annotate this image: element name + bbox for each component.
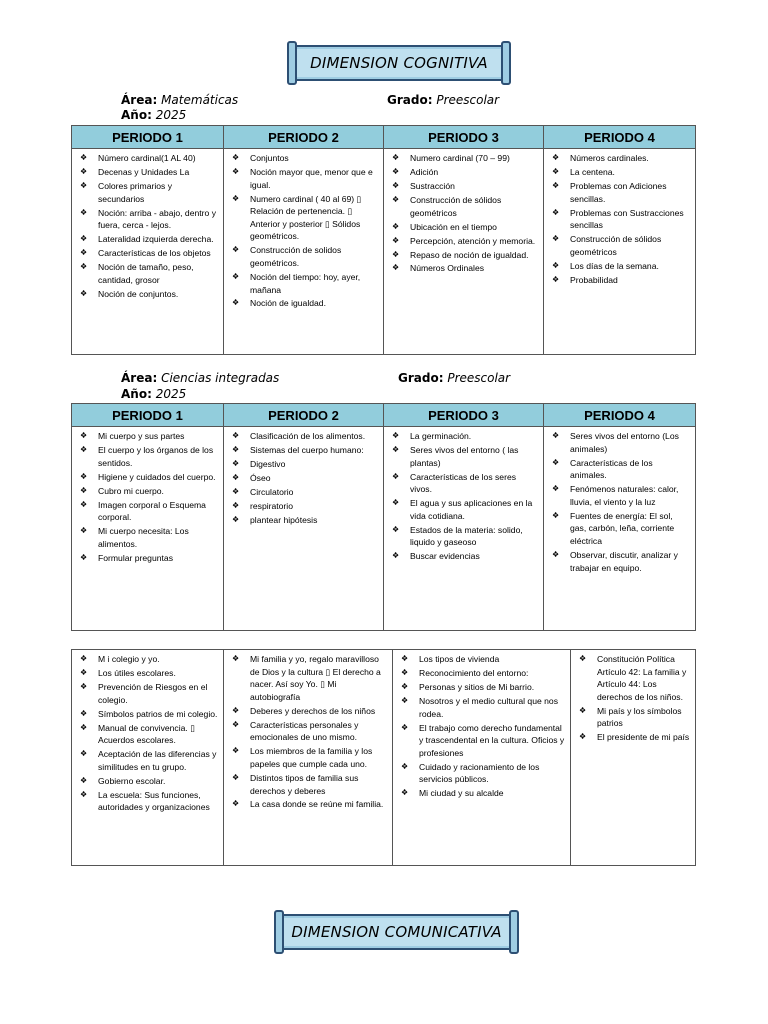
cell-periodo-1 (72, 650, 224, 866)
list-item: ❖ Óseo (232, 472, 379, 485)
table-row (72, 427, 696, 631)
section1-area (121, 93, 238, 107)
grado-value: Preescolar (436, 93, 500, 107)
list-item: ❖ La casa donde se reúne mi familia. (232, 798, 388, 811)
list-item: ❖ El cuerpo y los órganos de los sentidos. (80, 444, 219, 469)
list-item: ❖ Mi ciudad y su alcalde (401, 787, 566, 800)
anio-label: Año: (121, 387, 152, 401)
list-item: ❖ Estados de la materia: solido, liquido y gaseoso (392, 524, 539, 549)
list-item: ❖ Circulatorio (232, 486, 379, 499)
banner-title: DIMENSION COMUNICATIVA (291, 923, 502, 941)
list-item: ❖ Los miembros de la familia y los papeles que cumple cada uno. (232, 745, 388, 770)
list-item: ❖ Noción de tamaño, peso, cantidad, grosor (80, 261, 219, 286)
topic-list (80, 430, 219, 564)
list-item: ❖ Personas y sitios de Mi barrio. (401, 681, 566, 694)
list-item: ❖ Características de los animales. (552, 457, 691, 482)
list-item: ❖ Reconocimiento del entorno: (401, 667, 566, 680)
list-item: ❖ Noción del tiempo: hoy, ayer, mañana (232, 271, 379, 296)
list-item: ❖ Números cardinales. (552, 152, 691, 165)
list-item: ❖ Los días de la semana. (552, 260, 691, 273)
list-item: ❖ Clasificación de los alimentos. (232, 430, 379, 443)
banner-dimension-cognitiva (291, 45, 507, 81)
list-item: ❖ Conjuntos (232, 152, 379, 165)
list-item: ❖ Imagen corporal o Esquema corporal. (80, 499, 219, 524)
list-item: ❖ Nosotros y el medio cultural que nos rodea. (401, 695, 566, 720)
section2-anio (121, 387, 186, 401)
list-item: ❖ El trabajo como derecho fundamental y trascendental en la cultura. Oficios y profesiones (401, 722, 566, 760)
ciencias-table (71, 403, 696, 631)
table-header-row (72, 126, 696, 149)
header-periodo-1: PERIODO 1 (72, 404, 224, 427)
topic-list (80, 152, 219, 300)
cell-periodo-2 (224, 650, 393, 866)
list-item: ❖ M i colegio y yo. (80, 653, 219, 666)
list-item: ❖ Sistemas del cuerpo humano: (232, 444, 379, 457)
header-periodo-4: PERIODO 4 (544, 126, 696, 149)
list-item: ❖ Noción de conjuntos. (80, 288, 219, 301)
anio-label: Año: (121, 108, 152, 122)
list-item: ❖ plantear hipótesis (232, 514, 379, 527)
section1-anio (121, 108, 186, 122)
topic-list (552, 152, 691, 286)
list-item: ❖ Construcción de solidos geométricos. (232, 244, 379, 269)
list-item: ❖ Numero cardinal (70 – 99) (392, 152, 539, 165)
list-item: ❖ Numero cardinal ( 40 al 69) ▯ Relación de pertenencia. ▯ Anterior y posterior ▯ Sólidos geométricos. (232, 193, 379, 243)
list-item: ❖ Los útiles escolares. (80, 667, 219, 680)
list-item: ❖ Número cardinal(1 AL 40) (80, 152, 219, 165)
list-item: ❖ Cubro mi cuerpo. (80, 485, 219, 498)
topic-list (232, 152, 379, 310)
list-item: ❖ Observar, discutir, analizar y trabajar en equipo. (552, 549, 691, 574)
cell-periodo-1 (72, 427, 224, 631)
list-item: ❖ Construcción de sólidos geométricos (392, 194, 539, 219)
list-item: ❖ Distintos tipos de familia sus derechos y deberes (232, 772, 388, 797)
list-item: ❖ Mi país y los símbolos patrios (579, 705, 691, 730)
list-item: ❖ La germinación. (392, 430, 539, 443)
anio-value: 2025 (155, 108, 187, 122)
list-item: ❖ Probabilidad (552, 274, 691, 287)
banner-dimension-comunicativa (278, 914, 515, 950)
topic-list (392, 430, 539, 563)
list-item: ❖ Colores primarios y secundarios (80, 180, 219, 205)
table-header-row (72, 404, 696, 427)
cell-periodo-4 (544, 149, 696, 355)
cell-periodo-1 (72, 149, 224, 355)
section2-area (121, 371, 279, 385)
header-periodo-3: PERIODO 3 (384, 404, 544, 427)
list-item: ❖ Características de los seres vivos. (392, 471, 539, 496)
list-item: ❖ Gobierno escolar. (80, 775, 219, 788)
grado-label: Grado: (387, 93, 433, 107)
list-item: ❖ Prevención de Riesgos en el colegio. (80, 681, 219, 706)
cell-periodo-2 (224, 427, 384, 631)
topic-list (232, 653, 388, 811)
cell-periodo-4 (571, 650, 696, 866)
list-item: ❖ Manual de convivencia. ▯ Acuerdos escolares. (80, 722, 219, 747)
list-item: ❖ Lateralidad izquierda derecha. (80, 233, 219, 246)
list-item: ❖ Mi familia y yo, regalo maravilloso de Dios y la cultura ▯ El derecho a nacer. Así soy Yo. ▯ Mi autobiografía (232, 653, 388, 703)
list-item: ❖ Adición (392, 166, 539, 179)
topic-list (80, 653, 219, 814)
list-item: ❖ Ubicación en el tiempo (392, 221, 539, 234)
list-item: ❖ Números Ordinales (392, 262, 539, 275)
list-item: ❖ Seres vivos del entorno (Los animales) (552, 430, 691, 455)
list-item: ❖ Aceptación de las diferencias y similitudes en tu grupo. (80, 748, 219, 773)
topic-list (579, 653, 691, 744)
list-item: ❖ Deberes y derechos de los niños (232, 705, 388, 718)
list-item: ❖ Repaso de noción de igualdad. (392, 249, 539, 262)
header-periodo-3: PERIODO 3 (384, 126, 544, 149)
area-value: Ciencias integradas (161, 371, 280, 385)
anio-value: 2025 (155, 387, 187, 401)
table-row (72, 650, 696, 866)
list-item: ❖ La escuela: Sus funciones, autoridades y organizaciones (80, 789, 219, 814)
topic-list (392, 152, 539, 275)
table-row (72, 149, 696, 355)
list-item: ❖ El agua y sus aplicaciones en la vida cotidiana. (392, 497, 539, 522)
list-item: ❖ Seres vivos del entorno ( las plantas) (392, 444, 539, 469)
header-periodo-2: PERIODO 2 (224, 404, 384, 427)
topic-list (232, 430, 379, 527)
sociales-table (71, 649, 696, 866)
topic-list (401, 653, 566, 800)
list-item: ❖ Constitución Política Artículo 42: La familia y Artículo 44: Los derechos de los niños. (579, 653, 691, 703)
cell-periodo-4 (544, 427, 696, 631)
list-item: ❖ Fuentes de energía: El sol, gas, carbón, leña, corriente eléctrica (552, 510, 691, 548)
cell-periodo-3 (393, 650, 571, 866)
list-item: ❖ Buscar evidencias (392, 550, 539, 563)
list-item: ❖ Noción mayor que, menor que e igual. (232, 166, 379, 191)
header-periodo-1: PERIODO 1 (72, 126, 224, 149)
list-item: ❖ respiratorio (232, 500, 379, 513)
topic-list (552, 430, 691, 574)
list-item: ❖ Mi cuerpo y sus partes (80, 430, 219, 443)
cell-periodo-3 (384, 149, 544, 355)
list-item: ❖ Percepción, atención y memoria. (392, 235, 539, 248)
list-item: ❖ El presidente de mi país (579, 731, 691, 744)
list-item: ❖ Cuidado y racionamiento de los servicios públicos. (401, 761, 566, 786)
list-item: ❖ Características personales y emocionales de uno mismo. (232, 719, 388, 744)
banner-title: DIMENSION COGNITIVA (310, 54, 488, 72)
list-item: ❖ Los tipos de vivienda (401, 653, 566, 666)
list-item: ❖ Sustracción (392, 180, 539, 193)
list-item: ❖ Construcción de sólidos geométricos (552, 233, 691, 258)
area-label: Área: (121, 93, 158, 107)
list-item: ❖ Mi cuerpo necesita: Los alimentos. (80, 525, 219, 550)
section2-grado (398, 371, 510, 385)
list-item: ❖ Características de los objetos (80, 247, 219, 260)
list-item: ❖ Noción de igualdad. (232, 297, 379, 310)
cell-periodo-3 (384, 427, 544, 631)
matematicas-table (71, 125, 696, 355)
area-value: Matemáticas (161, 93, 239, 107)
list-item: ❖ Decenas y Unidades La (80, 166, 219, 179)
list-item: ❖ Problemas con Sustracciones sencillas (552, 207, 691, 232)
list-item: ❖ Higiene y cuidados del cuerpo. (80, 471, 219, 484)
list-item: ❖ Digestivo (232, 458, 379, 471)
list-item: ❖ Fenómenos naturales: calor, lluvia, el viento y la luz (552, 483, 691, 508)
list-item: ❖ Símbolos patrios de mi colegio. (80, 708, 219, 721)
area-label: Área: (121, 371, 158, 385)
list-item: ❖ Noción: arriba - abajo, dentro y fuera, cerca - lejos. (80, 207, 219, 232)
section1-grado (387, 93, 499, 107)
grado-value: Preescolar (447, 371, 511, 385)
list-item: ❖ Problemas con Adiciones sencillas. (552, 180, 691, 205)
cell-periodo-2 (224, 149, 384, 355)
header-periodo-4: PERIODO 4 (544, 404, 696, 427)
list-item: ❖ Formular preguntas (80, 552, 219, 565)
header-periodo-2: PERIODO 2 (224, 126, 384, 149)
list-item: ❖ La centena. (552, 166, 691, 179)
grado-label: Grado: (398, 371, 444, 385)
